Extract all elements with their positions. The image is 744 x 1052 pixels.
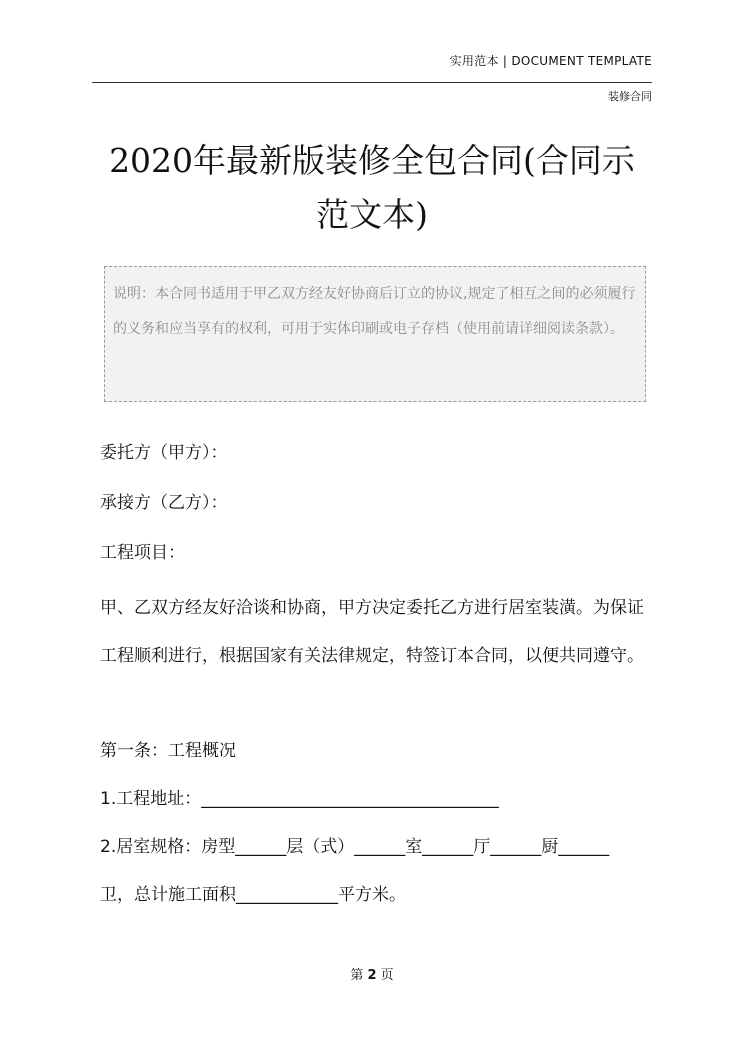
header-category: 装修合同 xyxy=(608,90,652,103)
party-b-line: 承接方（乙方）： xyxy=(100,493,228,513)
header-divider xyxy=(92,82,652,83)
footer-prefix: 第 xyxy=(350,968,364,983)
item-2-continuation: 卫，总计施工面积____________平方米。 xyxy=(100,885,406,905)
description-text: 说明：本合同书适用于甲乙双方经友好协商后订立的协议,规定了相互之间的必须履行的义务和应当享有的权利，可用于实体印刷或电子存档（使用前请详细阅读条款）。 xyxy=(113,286,636,337)
page-footer xyxy=(0,964,744,983)
document-title: 2020年最新版装修全包合同(合同示范文本) xyxy=(109,141,635,234)
description-box xyxy=(104,266,646,402)
item-2-specs: 2.居室规格：房型______层（式）______室______厅______厨______ xyxy=(100,837,610,857)
item-1-address: 1.工程地址：___________________________________ xyxy=(100,789,499,809)
article-1-heading: 第一条：工程概况 xyxy=(100,741,236,761)
party-a-line: 委托方（甲方）： xyxy=(100,443,228,463)
footer-suffix: 页 xyxy=(380,968,394,983)
project-line: 工程项目： xyxy=(100,543,185,563)
preamble-paragraph: 甲、乙双方经友好洽谈和协商，甲方决定委托乙方进行居室装潢。为保证工程顺利进行，根据国家有关法律规定，特签订本合同，以便共同遵守。 xyxy=(100,598,644,666)
header-brand: 实用范本 | DOCUMENT TEMPLATE xyxy=(449,54,652,68)
page-number: 2 xyxy=(367,968,377,983)
